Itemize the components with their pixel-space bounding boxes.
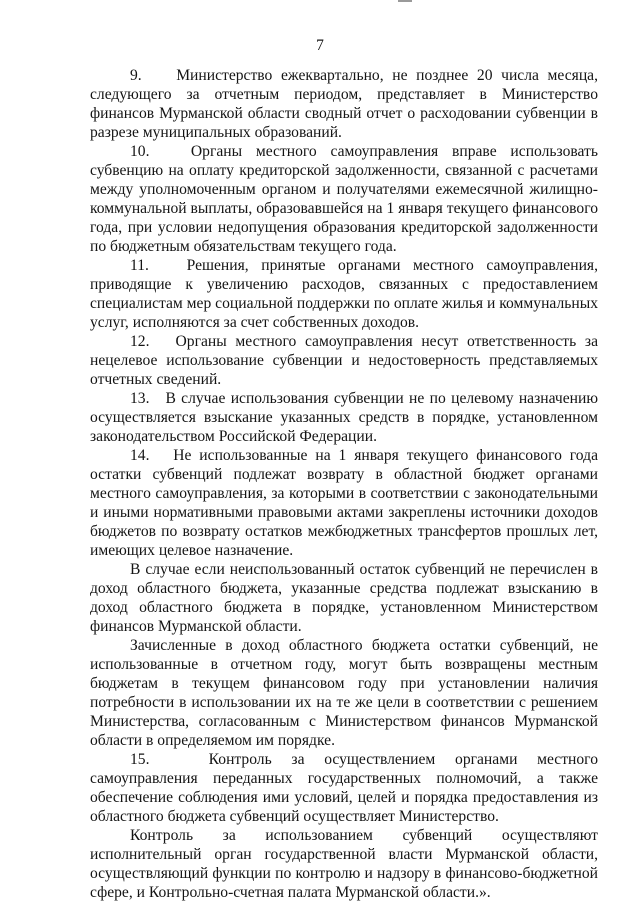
paragraph-13: 13. В случае использования субвенции не по целевому назначению осуществляется взыскание указанных средств в порядке, установленном законодательством Российской Федерации. (90, 390, 598, 445)
paragraph-10: 10. Органы местного самоуправления вправе использовать субвенцию на оплату кредиторской задолженности, связанной с расчетами между уполномоченным органом и получателями ежемесячной жилищно-коммунальной выплаты, образовавшейся на 1 января текущего финансового года, при условии недопущения образования кредиторской задолженности по бюджетным обязательствам текущего года. (90, 143, 598, 255)
paragraph-14: 14. Не использованные на 1 января текущего финансового года остатки субвенций подлежат возврату в областной бюджет органами местного самоуправления, за которыми в соответствии с законодательными и иными нормативными правовыми актами закреплены источники доходов бюджетов по возврату остатков межбюджетных трансфертов прошлых лет, имеющих целевое назначение. (90, 447, 598, 559)
paragraph-14-part-3: Зачисленные в доход областного бюджета остатки субвенций, не использованные в отчетном году, могут быть возвращены местным бюджетам в текущем финансовом году при установлении наличия потребности в использовании их на те же цели в соответствии с решением Министерства, согласованным с Министерством финансов Мурманской области в определяемом им порядке. (90, 637, 598, 749)
paragraph-9: 9. Министерство ежеквартально, не позднее 20 числа месяца, следующего за отчетным периодом, представляет в Министерство финансов Мурманской области сводный отчет о расходовании субвенции в разрезе муниципальных образований. (90, 67, 598, 141)
paragraph-11: 11. Решения, принятые органами местного самоуправления, приводящие к увеличению расходов, связанных с предоставлением специалистам мер социальной поддержки по оплате жилья и коммунальных услуг, исполняются за счет собственных доходов. (90, 257, 598, 331)
paragraph-14-part-2: В случае если неиспользованный остаток субвенций не перечислен в доход областного бюджета, указанные средства подлежат взысканию в доход областного бюджета в порядке, установленном Министерством финансов Мурманской области. (90, 561, 598, 635)
document-body (90, 66, 598, 902)
scan-mark (398, 0, 412, 2)
paragraph-15-part-2: Контроль за использованием субвенций осуществляют исполнительный орган государственной власти Мурманской области, осуществляющий функции по контролю и надзору в финансово-бюджетной сфере, и Контрольно-счетная палата Мурманской области.». (90, 827, 598, 901)
paragraph-15: 15. Контроль за осуществлением органами местного самоуправления переданных государственных полномочий, а также обеспечение соблюдения ими условий, целей и порядка предоставления из областного бюджета субвенций осуществляет Министерство. (90, 751, 598, 825)
page-number: 7 (316, 37, 324, 54)
paragraph-12: 12. Органы местного самоуправления несут ответственность за нецелевое использование субвенции и недостоверность представляемых отчетных сведений. (90, 333, 598, 388)
